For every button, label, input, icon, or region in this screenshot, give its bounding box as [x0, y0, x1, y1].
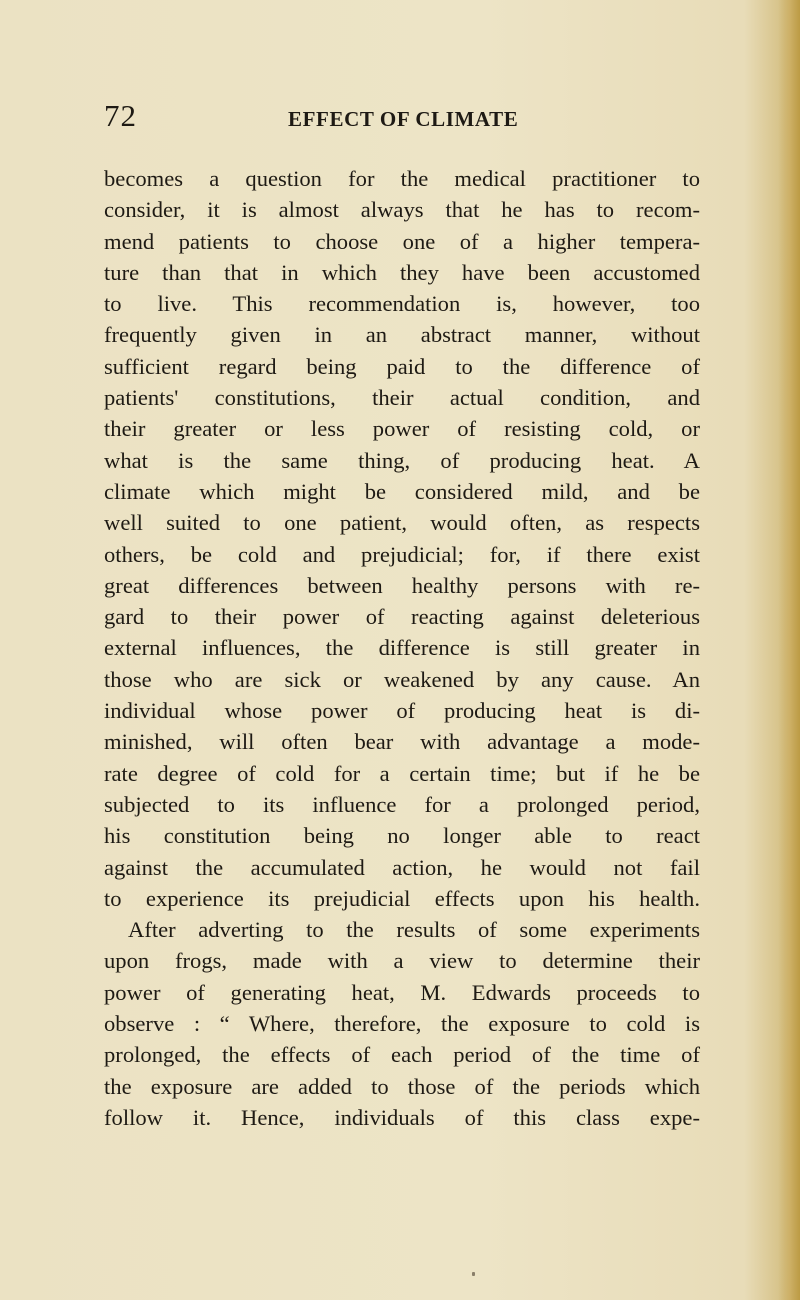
page-number: 72	[104, 98, 137, 133]
text-line: becomes a question for the medical practitioner to	[104, 166, 700, 191]
text-line: consider, it is almost always that he has to recom-	[104, 197, 700, 223]
text-line: rate degree of cold for a certain time; but if he be	[104, 760, 700, 786]
text-line: external influences, the difference is still greater in	[104, 635, 700, 661]
text-line: individual whose power of producing heat is di-	[104, 698, 700, 724]
text-line: against the accumulated action, he would not fail	[104, 854, 700, 880]
text-line: minished, will often bear with advantage a mode-	[104, 729, 700, 755]
text-line: what is the same thing, of producing heat. A	[104, 447, 700, 473]
text-line: sufficient regard being paid to the difference of	[104, 353, 700, 379]
text-line: power of generating heat, M. Edwards proceeds to	[104, 979, 700, 1005]
text-line: the exposure are added to those of the periods which	[104, 1073, 700, 1099]
text-line: frequently given in an abstract manner, without	[104, 322, 700, 348]
text-line: upon frogs, made with a view to determine their	[104, 948, 700, 974]
printer-mark	[472, 1272, 475, 1276]
text-line: climate which might be considered mild, and be	[104, 478, 700, 504]
text-line: subjected to its influence for a prolonged period,	[104, 791, 700, 817]
text-line: patients' constitutions, their actual condition, and	[104, 385, 700, 411]
text-line: follow it. Hence, individuals of this class expe-	[104, 1104, 700, 1130]
text-line: gard to their power of reacting against deleterious	[104, 604, 700, 630]
running-head: EFFECT OF CLIMATE	[288, 107, 519, 131]
text-line: great differences between healthy persons with re-	[104, 572, 700, 598]
body-text	[104, 163, 700, 1133]
text-line: ture than that in which they have been accustomed	[104, 259, 700, 285]
text-line: After adverting to the results of some experiments	[128, 917, 700, 943]
text-line: well suited to one patient, would often, as respects	[104, 510, 700, 536]
text-line: his constitution being no longer able to react	[104, 823, 700, 849]
text-line: their greater or less power of resisting cold, or	[104, 416, 700, 442]
text-line: prolonged, the effects of each period of the time of	[104, 1042, 700, 1068]
text-line: to live. This recommendation is, however, too	[104, 291, 700, 317]
page-header	[100, 98, 710, 142]
page-edge-shadow	[778, 0, 800, 1300]
text-line: mend patients to choose one of a higher tempera-	[104, 228, 700, 254]
text-line: to experience its prejudicial effects upon his health.	[104, 885, 700, 911]
text-line: others, be cold and prejudicial; for, if there exist	[104, 541, 700, 567]
text-line: observe : “ Where, therefore, the exposure to cold is	[104, 1011, 700, 1037]
text-line: those who are sick or weakened by any cause. An	[104, 666, 700, 692]
